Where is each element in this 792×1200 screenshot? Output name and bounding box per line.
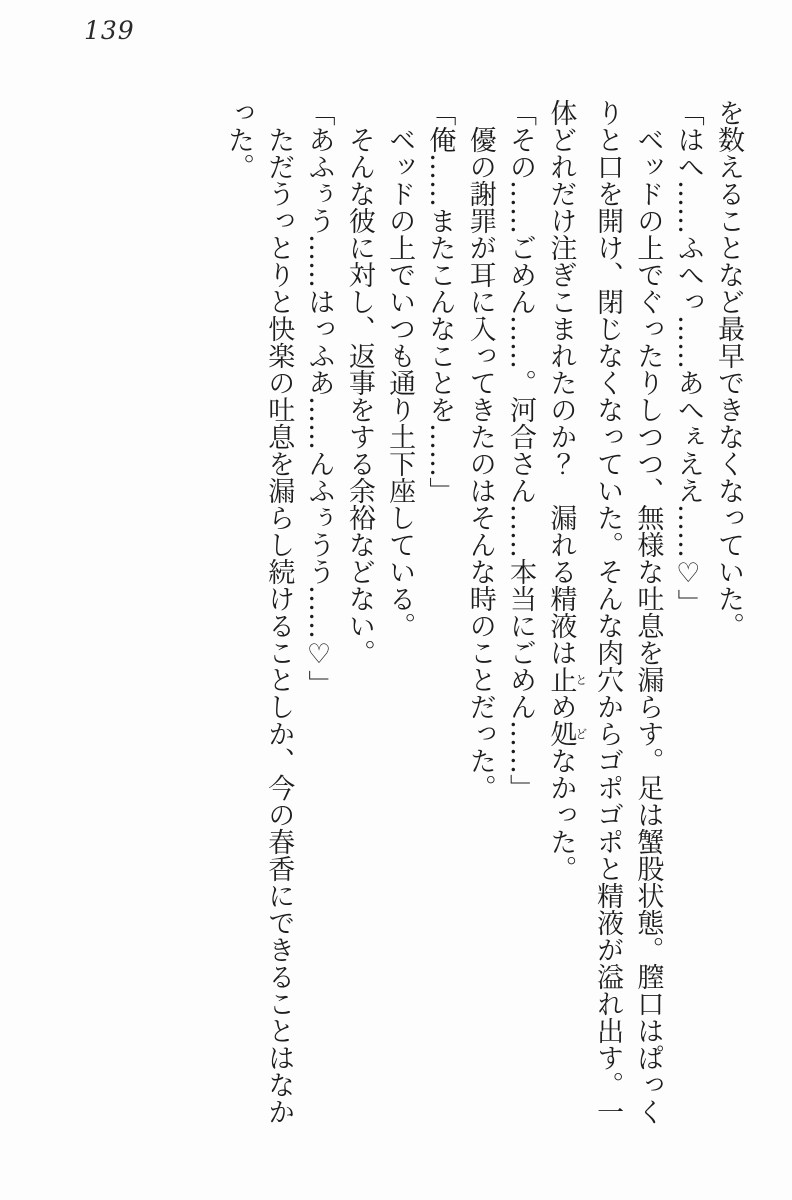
text-line: ただうっとりと快楽の吐息を漏らし続けることしか、今の春香にできることはなか	[263, 126, 295, 1125]
text-line: ベッドの上でいつも通り土下座している。	[384, 126, 416, 639]
text-line: りと口を開け、閉じなくなっていた。そんな肉穴からゴポゴポと精液が溢れ出す。一	[592, 99, 624, 1125]
text-line: 「俺……またこんなことを……」	[424, 99, 456, 504]
text-line: を数えることなど最早できなくなっていた。	[713, 99, 744, 639]
text-line: そんな彼に対し、返事をする余裕などない。	[343, 126, 375, 666]
text-line: ベッドの上でぐったりしつつ、無様な吐息を漏らす。足は蟹股状態。膣口はぱっく	[632, 126, 664, 1125]
novel-text-block	[218, 99, 748, 1161]
page-number: 139	[84, 16, 135, 45]
text-line-with-furigana: 体どれだけ注ぎこまれたのか？ 漏れる精液は止とめ処どなかった。	[545, 99, 588, 882]
text-line: 優の謝罪が耳に入ってきたのはそんな時のことだった。	[464, 126, 496, 801]
text-line: った。	[222, 99, 254, 180]
text-line: 「はへ……ふへっ……あへぇええ……♡」	[672, 99, 704, 616]
text-line: 「あふぅう……はっふあ……んふぅうう……♡」	[303, 99, 335, 697]
text-line: 「その……ごめん……。河合さん……本当にごめん……」	[505, 99, 537, 801]
